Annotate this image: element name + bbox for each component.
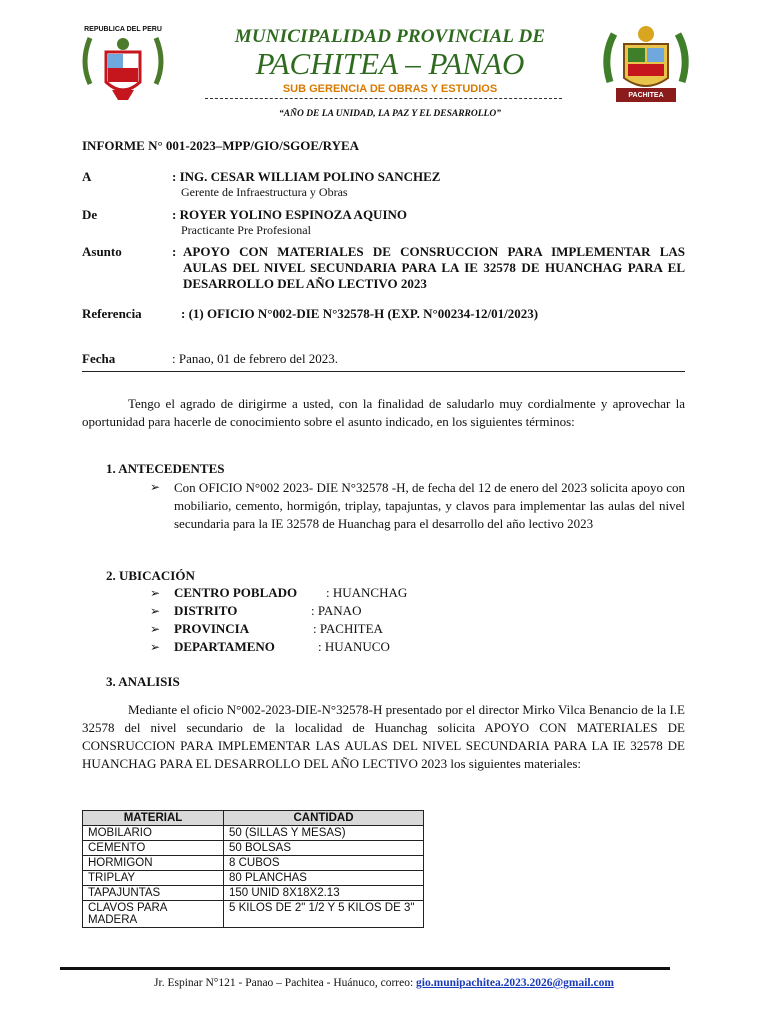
reference-text: : (1) OFICIO N°002-DIE N°32578-H (EXP. N°00234-12/01/2023) [181, 306, 539, 321]
header-divider [205, 98, 562, 99]
header-municipality: MUNICIPALIDAD PROVINCIAL DE [234, 26, 546, 47]
table-row [83, 856, 424, 871]
location-value: : HUANCHAG [326, 585, 408, 600]
materials-table [82, 810, 424, 928]
table-row [83, 871, 424, 886]
subject-colon: : [172, 244, 177, 259]
location-label: PROVINCIA [174, 621, 250, 636]
table-row [83, 841, 424, 856]
quantity-cell: 5 KILOS DE 2" 1/2 Y 5 KILOS DE 3" [224, 901, 424, 928]
location-value: : HUANUCO [318, 639, 390, 654]
from-label: De [82, 207, 98, 222]
material-cell: HORMIGON [83, 856, 224, 871]
header-rule [82, 371, 685, 372]
material-cell: TAPAJUNTAS [83, 886, 224, 901]
location-label: DISTRITO [174, 603, 238, 618]
from-title: Practicante Pre Profesional [181, 223, 311, 237]
date-text: : Panao, 01 de febrero del 2023. [172, 351, 339, 366]
quantity-cell: 50 BOLSAS [224, 841, 424, 856]
column-header-cantidad: CANTIDAD [224, 811, 424, 826]
intro-paragraph: Tengo el agrado de dirigirme a usted, con la finalidad de saludarlo muy cordialmente y aprovechar la oportunidad para hacerle de conocimiento sobre el asunto indicado, en los siguientes términos: [82, 396, 685, 429]
from-name: : ROYER YOLINO ESPINOZA AQUINO [172, 207, 407, 222]
table-row [83, 886, 424, 901]
subject-text: APOYO CON MATERIALES DE CONSRUCCION PARA IMPLEMENTAR LAS AULAS DEL NIVEL SECUNDARIA PARA LA IE 32578 DE HUANCHAG PARA EL DESARROLLO DEL AÑO LECTIVO 2023 [183, 244, 685, 291]
material-cell: CLAVOS PARA MADERA [83, 901, 224, 928]
antecedentes-text: Con OFICIO N°002 2023- DIE N°32578 -H, de fecha del 12 de enero del 2023 solicita apoyo con mobiliario, cemento, hormigón, triplay, tapajuntas, y clavos para implementar las aulas del nivel secundaria para la IE 32578 de Huanchag para el desarrollo del año lectivo 2023 [174, 480, 685, 531]
location-label: CENTRO POBLADO [174, 585, 298, 600]
material-cell: MOBILARIO [83, 826, 224, 841]
header-province: PACHITEA – PANAO [255, 46, 525, 81]
arrow-bullet-icon: ➢ [150, 604, 161, 618]
to-name: : ING. CESAR WILLIAM POLINO SANCHEZ [172, 169, 441, 184]
quantity-cell: 80 PLANCHAS [224, 871, 424, 886]
right-seal-caption: PACHITEA [628, 92, 664, 99]
location-value: : PACHITEA [313, 621, 383, 636]
footer-rule [60, 967, 670, 970]
section-analisis-title: 3. ANALISIS [106, 674, 180, 689]
arrow-bullet-icon: ➢ [150, 640, 161, 654]
section-antecedentes-title: 1. ANTECEDENTES [106, 461, 225, 476]
table-row [83, 901, 424, 928]
peru-coat-of-arms-icon [76, 24, 170, 112]
header-subdepartment: SUB GERENCIA DE OBRAS Y ESTUDIOS [282, 83, 498, 95]
material-cell: CEMENTO [83, 841, 224, 856]
quantity-cell: 8 CUBOS [224, 856, 424, 871]
location-label: DEPARTAMENO [174, 639, 275, 654]
to-label: A [82, 169, 92, 184]
material-cell: TRIPLAY [83, 871, 224, 886]
date-label: Fecha [82, 351, 116, 366]
footer-address: Jr. Espinar N°121 - Panao – Pachitea - Huánuco, correo: [154, 977, 414, 989]
quantity-cell: 150 UNID 8X18X2.13 [224, 886, 424, 901]
reference-label: Referencia [82, 306, 142, 321]
footer [60, 977, 708, 989]
section-ubicacion-title: 2. UBICACIÓN [106, 568, 195, 583]
analisis-paragraph: Mediante el oficio N°002-2023-DIE-N°32578-H presentado por el director Mirko Vilca Benancio de la I.E 32578 del nivel secundario de la localidad de Huanchag solicita APOYO CON MATERIALES DE CONSRUCCION PARA IMPLEMENTAR LAS AULAS DEL NIVEL SECUNDARIA PARA LA IE 32578 DE HUANCHAG PARA EL DESARROLLO DEL AÑO LECTIVO 2023 los siguientes materiales: [82, 702, 685, 771]
column-header-material: MATERIAL [83, 811, 224, 826]
to-title: Gerente de Infraestructura y Obras [181, 185, 348, 199]
quantity-cell: 50 (SILLAS Y MESAS) [224, 826, 424, 841]
subject-label: Asunto [82, 244, 122, 259]
report-number: INFORME N° 001-2023–MPP/GIO/SGOE/RYEA [82, 138, 360, 153]
table-header-row [83, 811, 424, 826]
arrow-bullet-icon: ➢ [150, 586, 161, 600]
table-row [83, 826, 424, 841]
arrow-bullet-icon: ➢ [150, 480, 161, 494]
footer-email-link[interactable]: gio.munipachitea.2023.2026@gmail.com [416, 977, 614, 989]
location-value: : PANAO [311, 603, 362, 618]
arrow-bullet-icon: ➢ [150, 622, 161, 636]
left-seal-caption: REPUBLICA DEL PERU [84, 26, 162, 33]
header-slogan: “AÑO DE LA UNIDAD, LA PAZ Y EL DESARROLLO” [279, 109, 501, 119]
